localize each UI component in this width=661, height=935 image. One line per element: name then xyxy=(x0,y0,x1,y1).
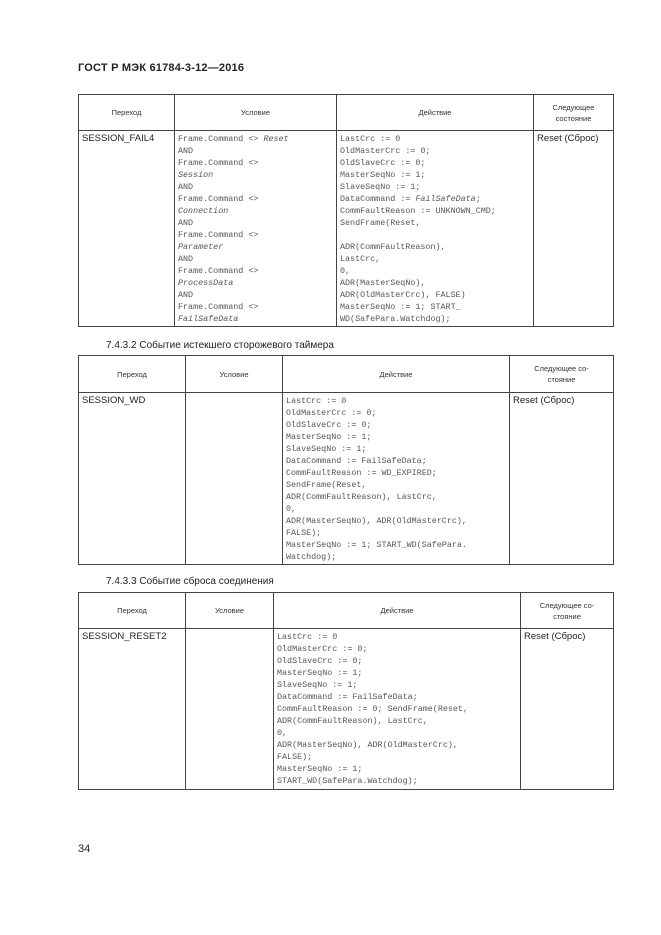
action-cell: LastCrc := 0 OldMasterCrc := 0; OldSlaveCrc := 0; MasterSeqNo := 1; SlaveSeqNo := 1; DataCommand := FailSafeData; CommFaultReason := 0; SendFrame(Reset, ADR(CommFaultReason), LastCrc, 0, ADR(MasterSeqNo), ADR(OldMasterCrc), FALSE); MasterSeqNo := 1; START_WD(SafePara.Watchdog); xyxy=(274,629,521,790)
action-cell: LastCrc := 0 OldMasterCrc := 0; OldSlaveCrc := 0; MasterSeqNo := 1; SlaveSeqNo := 1; DataCommand := FailSafeData; CommFaultReason := WD_EXPIRED; SendFrame(Reset, ADR(CommFaultReason), LastCrc, 0, ADR(MasterSeqNo), ADR(OldMasterCrc), FALSE); MasterSeqNo := 1; START_WD(SafePara. Watchdog); xyxy=(283,393,510,565)
section-title-watchdog: 7.4.3.2 Событие истекшего сторожевого таймера xyxy=(106,340,334,351)
next-state: Reset (Сброс) xyxy=(534,131,614,327)
col-action: Действие xyxy=(337,95,534,131)
col-next-state: Следующее состояние xyxy=(534,95,614,131)
transition-name: SESSION_WD xyxy=(79,393,186,565)
document-header: ГОСТ Р МЭК 61784-3-12—2016 xyxy=(78,62,245,74)
col-action: Действие xyxy=(274,593,521,629)
transition-name: SESSION_RESET2 xyxy=(79,629,186,790)
col-condition: Условие xyxy=(186,356,283,393)
col-next-state: Следующее со- стояние xyxy=(510,356,614,393)
condition-cell: Frame.Command <> Reset AND Frame.Command <> Session AND Frame.Command <> Connection AND Frame.Command <> Parameter AND Frame.Command <> ProcessData AND Frame.Command <> FailSafeData xyxy=(175,131,337,327)
col-transition: Переход xyxy=(79,356,186,393)
col-action: Действие xyxy=(283,356,510,393)
action-cell: LastCrc := 0 OldMasterCrc := 0; OldSlaveCrc := 0; MasterSeqNo := 1; SlaveSeqNo := 1; DataCommand := FailSafeData; CommFaultReason := UNKNOWN_CMD; SendFrame(Reset, ADR(CommFaultReason), LastCrc, 0, ADR(MasterSeqNo), ADR(OldMasterCrc), FALSE) MasterSeqNo := 1; START_ WD(SafePara.Watchdog); xyxy=(337,131,534,327)
section-title-reset: 7.4.3.3 Событие сброса соединения xyxy=(106,576,274,587)
next-state: Reset (Сброс) xyxy=(510,393,614,565)
next-state: Reset (Сброс) xyxy=(521,629,614,790)
transition-table-reset2 xyxy=(78,592,614,790)
transition-name: SESSION_FAIL4 xyxy=(79,131,175,327)
condition-cell xyxy=(186,393,283,565)
page-number: 34 xyxy=(78,843,91,855)
col-transition: Переход xyxy=(79,95,175,131)
col-condition: Условие xyxy=(175,95,337,131)
condition-cell xyxy=(186,629,274,790)
transition-table-fail4 xyxy=(78,94,614,327)
col-transition: Переход xyxy=(79,593,186,629)
transition-table-wd xyxy=(78,355,614,565)
col-condition: Условие xyxy=(186,593,274,629)
col-next-state: Следующее со- стояние xyxy=(521,593,614,629)
